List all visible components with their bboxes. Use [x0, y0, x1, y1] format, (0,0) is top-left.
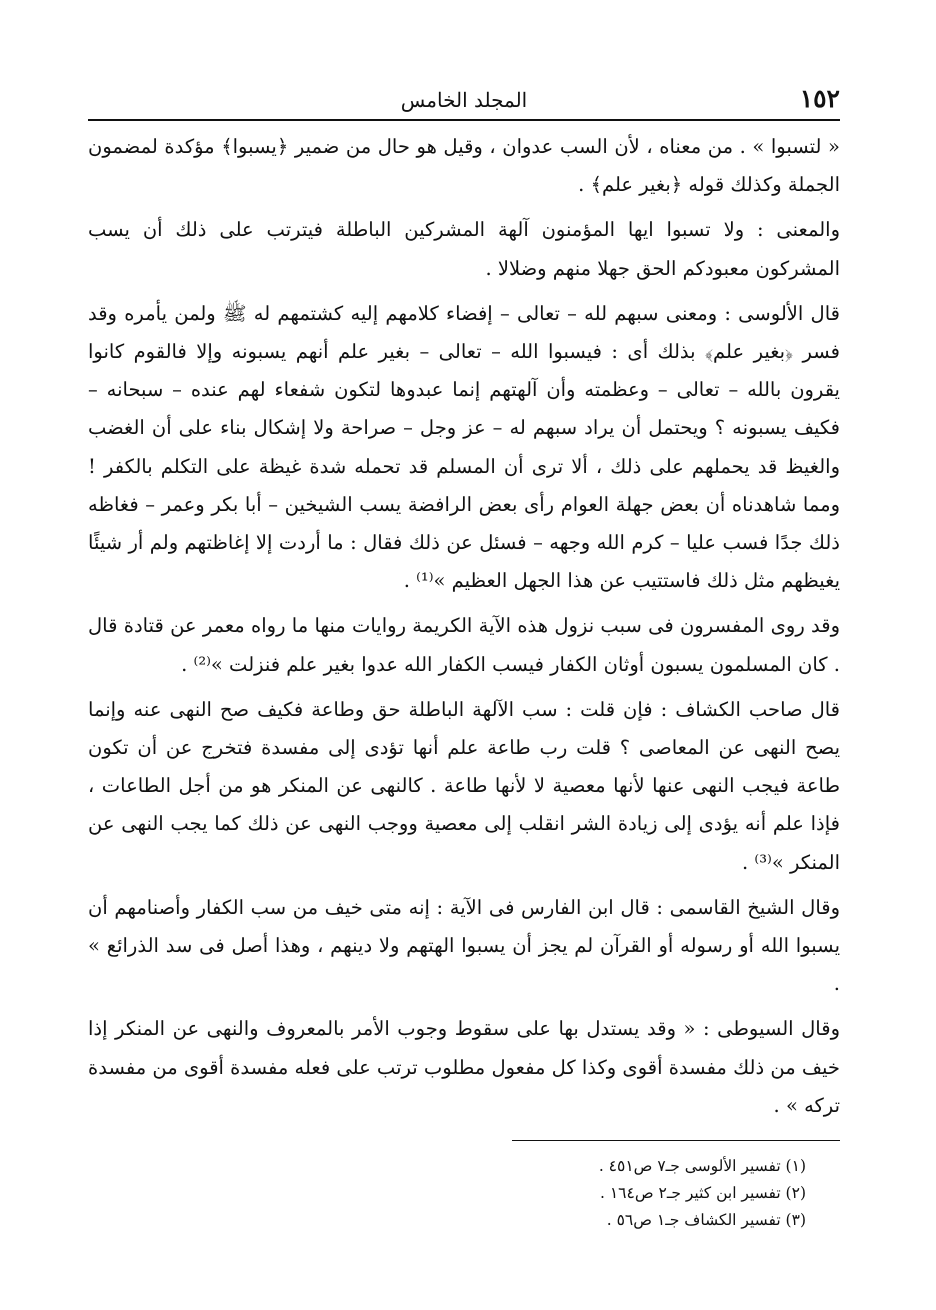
- page-number: ١٥٢: [799, 84, 840, 113]
- paragraph: قال صاحب الكشاف : فإن قلت : سب الآلهة الباطلة حق وطاعة فكيف صح النهى عنه وإنما يصح النهى عن المعاصى ؟ قلت رب طاعة علم أنها تؤدى إلى مفسدة فتخرج عن أن تكون طاعة فيجب النهى عنها لأنها معصية لا لأنها طاعة . كالنهى عن المنكر هو من أجل الطاعات ، فإذا علم أنه يؤدى إلى زيادة الشر انقلب إلى معصية ووجب النهى عن ذلك كما يجب النهى عن المنكر »⁽³⁾ .: [88, 697, 840, 874]
- footnote-divider: [512, 1140, 840, 1141]
- paragraph: وقال الشيخ القاسمى : قال ابن الفارس فى الآية : إنه متى خيف من سب الكفار وأصنامهم أن يسبوا الله أو رسوله أو القرآن لم يجز أن يسبوا الهتهم ولا دينهم ، وهذا أصل فى سد الذرائع » .: [88, 895, 840, 996]
- main-text: [88, 128, 840, 1132]
- paragraph: « لتسبوا » . من معناه ، لأن السب عدوان ، وقيل هو حال من ضمير ﴿يسبوا﴾ مؤكدة لمضمون الجملة وكذلك قوله ﴿بغير علم﴾ .: [88, 135, 840, 197]
- paragraph: قال الألوسى : ومعنى سبهم لله – تعالى – إفضاء كلامهم إليه كشتمهم له ﷺ ولمن يأمره وقد فسر ﴿بغير علم﴾ بذلك أى : فيسبوا الله – تعالى – بغير علم أنهم يسبونه وإلا فالقوم كانوا يقرون بالله – تعالى – وعظمته وأن آلهتهم إنما عبدوها لتكون شفعاء لهم عنده – سبحانه – فكيف يسبونه ؟ ويحتمل أن يراد سبهم له – عز وجل – صراحة ولا إشكال بناء على أن الغضب والغيظ قد يحملهم على ذلك ، ألا ترى أن المسلم قد تحمله شدة غيظة على التكلم بالكفر ! ومما شاهدناه أن بعض جهلة العوام رأى بعض الرافضة يسب الشيخين – أبا بكر وعمر – فغاظه ذلك جدًا فسب عليا – كرم الله وجهه – فسئل عن ذلك فقال : ما أردت إلا إغاظتهم ولم أر شيئًا يغيظهم مثل ذلك فاستتيب عن هذا الجهل العظيم »⁽¹⁾ .: [88, 301, 840, 593]
- footnote: (٣) تفسير الكشاف جـ١ ص٥٦ .: [606, 1211, 806, 1229]
- running-title: المجلد الخامس: [400, 88, 528, 112]
- footnote: (١) تفسير الألوسى جـ٧ ص٤٥١ .: [598, 1157, 806, 1175]
- paragraph: والمعنى : ولا تسبوا ايها المؤمنون آلهة المشركين الباطلة فيترتب على ذلك أن يسب المشركون معبودكم الحق جهلا منهم وضلالا .: [88, 218, 840, 280]
- paragraph: وقد روى المفسرون فى سبب نزول هذه الآية الكريمة روايات منها ما رواه معمر عن قتادة قال . كان المسلمون يسبون أوثان الكفار فيسب الكفار الله عدوا بغير علم فنزلت »⁽²⁾ .: [88, 614, 840, 676]
- footnotes: [88, 1153, 806, 1234]
- header-divider: [88, 119, 840, 121]
- page-header: [88, 78, 840, 118]
- paragraph: وقال السيوطى : « وقد يستدل بها على سقوط وجوب الأمر بالمعروف والنهى عن المنكر إذا خيف من ذلك مفسدة أقوى وكذا كل مفعول مطلوب ترتب على فعله مفسدة أقوى من مفسدة تركه » .: [88, 1017, 840, 1117]
- footnote: (٢) تفسير ابن كثير جـ٢ ص١٦٤ .: [599, 1184, 806, 1202]
